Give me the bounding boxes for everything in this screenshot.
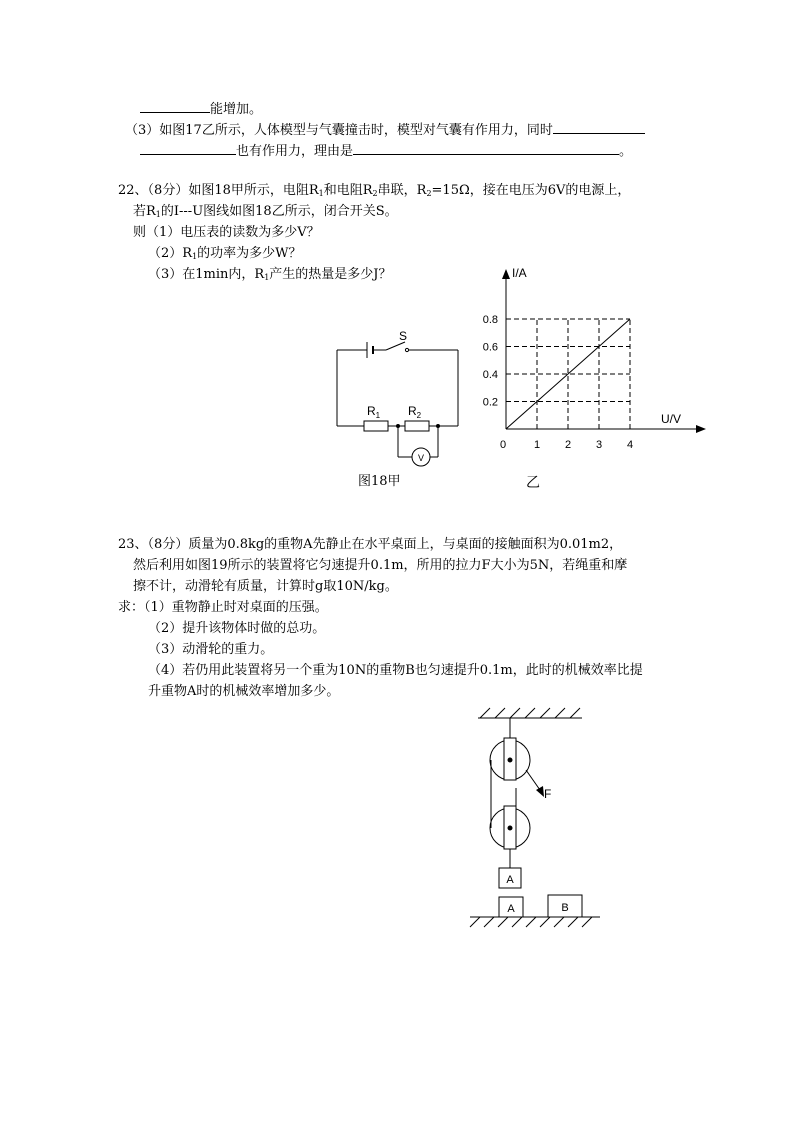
q22-text: 的功率为多少W？ xyxy=(197,246,302,261)
q23-line1: 23、（8分）质量为0.8kg的重物A先静止在水平桌面上，与桌面的接触面积为0.01m2， xyxy=(118,537,623,552)
q23-line2: 然后利用如图19所示的装置将它匀速提升0.1m，所用的拉力F大小为5N，若绳重和摩 xyxy=(133,558,628,573)
q22-text: （2）R xyxy=(148,246,193,261)
resistor-r2 xyxy=(405,421,429,431)
x-axis-arrow xyxy=(696,425,706,433)
voltmeter-label: V xyxy=(417,453,425,463)
rope-pull xyxy=(526,770,540,790)
ground-block-b-label: B xyxy=(561,902,569,914)
q22-line1 xyxy=(118,183,630,199)
q22-text: 22、（8分）如图18甲所示，电阻R xyxy=(118,183,319,198)
q23-sub3: （3）动滑轮的重力。 xyxy=(148,642,274,657)
subscript: 1 xyxy=(155,210,161,219)
hanging-block-label: A xyxy=(506,874,514,886)
q22-sub3 xyxy=(148,267,392,283)
pulley-diagram xyxy=(460,700,610,935)
q21-line3-end: 。 xyxy=(619,144,633,159)
y-tick-label: 0.2 xyxy=(482,396,498,409)
switch-label: S xyxy=(399,329,408,343)
junction-dot xyxy=(396,424,400,428)
y-axis-label: I/A xyxy=(512,266,527,280)
subscript: 1 xyxy=(192,252,198,261)
ground-block-a-label: A xyxy=(507,903,515,915)
resistor-r1 xyxy=(364,421,388,431)
r1-label: $R_1$ xyxy=(367,404,381,420)
switch-blade[interactable] xyxy=(386,342,405,350)
q21-line3-text: 也有作用力，理由是 xyxy=(236,144,354,159)
q23-sub4a: （4）若仍用此装置将另一个重为10N的重物B也匀速提升0.1m，此时的机械效率比提 xyxy=(148,663,643,678)
answer-blank[interactable] xyxy=(353,142,619,155)
circuit-caption: 图18甲 xyxy=(358,474,401,489)
q23-sub2: （2）提升该物体时做的总功。 xyxy=(148,621,326,636)
subscript: 2 xyxy=(426,189,432,198)
chart-caption: 乙 xyxy=(526,475,540,491)
answer-blank[interactable] xyxy=(553,121,645,134)
junction-dot xyxy=(436,424,440,428)
x-tick-label: 4 xyxy=(626,439,634,451)
x-tick-label: 1 xyxy=(533,439,541,451)
iu-chart xyxy=(480,255,710,455)
q22-sub1 xyxy=(133,225,320,241)
origin-label: 0 xyxy=(499,439,507,451)
force-arrow xyxy=(536,786,544,797)
q22-question-1: 则（1）电压表的读数为多少V？ xyxy=(133,225,320,240)
q22-text: 和电阻R xyxy=(323,183,373,198)
answer-blank[interactable] xyxy=(140,100,210,113)
y-tick-label: 0.4 xyxy=(482,369,498,381)
q22-line2 xyxy=(133,204,398,220)
x-axis-label: U/V xyxy=(661,412,682,426)
q21-line1-text: 能增加。 xyxy=(210,102,263,117)
switch-contact xyxy=(405,348,408,351)
q22-text: （3）在1min内，R xyxy=(148,267,265,282)
q22-text: 产生的热量是多少J？ xyxy=(269,267,392,282)
subscript: 2 xyxy=(372,189,378,198)
y-tick-label: 0.6 xyxy=(482,341,498,354)
q23-sub1: 求：（1）重物静止时对桌面的压强。 xyxy=(118,600,328,615)
q22-text: =15Ω，接在电压为6V的电源上， xyxy=(431,183,631,198)
q23-line3: 擦不计，动滑轮有质量，计算时g取10N/kg。 xyxy=(133,579,398,594)
q22-text: 若R xyxy=(133,204,156,219)
q22-text: 串联，R xyxy=(377,183,427,198)
force-label: F xyxy=(544,787,552,801)
q21-line2 xyxy=(125,121,645,139)
fixed-pulley-axle xyxy=(508,758,512,762)
answer-blank[interactable] xyxy=(140,142,236,155)
q21-line3 xyxy=(140,142,632,160)
movable-pulley-axle xyxy=(508,826,512,830)
y-axis-arrow xyxy=(502,269,510,279)
subscript: 1 xyxy=(318,189,324,198)
r2-label: $R_2$ xyxy=(408,404,422,420)
y-tick-label: 0.8 xyxy=(482,314,498,326)
q21-line2-text: （3）如图17乙所示，人体模型与气囊撞击时，模型对气囊有作用力，同时 xyxy=(125,123,553,138)
q21-line1 xyxy=(140,100,262,118)
q22-text: 的I---U图线如图18乙所示，闭合开关S。 xyxy=(160,204,398,219)
q22-sub2 xyxy=(148,246,302,262)
q23-sub4b: 升重物A时的机械效率增加多少。 xyxy=(148,684,340,699)
x-tick-label: 3 xyxy=(595,439,603,451)
subscript: 1 xyxy=(264,273,270,282)
x-tick-label: 2 xyxy=(564,439,572,451)
circuit-diagram xyxy=(320,320,470,495)
